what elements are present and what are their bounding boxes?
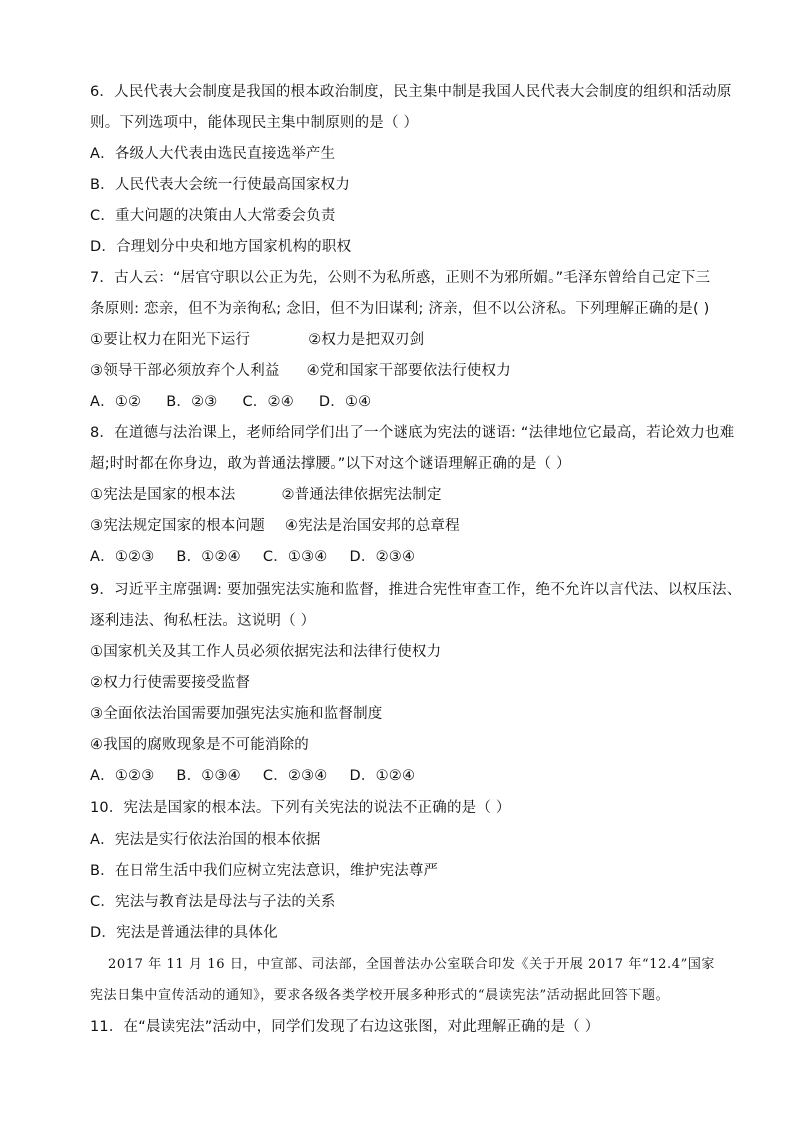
q7-choice-d: D．①④ [318, 394, 372, 410]
q8-choices [90, 547, 415, 567]
q8-choice-a: A．①②③ [90, 549, 155, 565]
q8-statement-row-2 [90, 516, 460, 536]
q6-option-b: B．人民代表大会统一行使最高国家权力 [90, 177, 351, 193]
q8-statement-3: ③宪法规定国家的根本问题 [90, 518, 265, 534]
q10-option-c: C．宪法与教育法是母法与子法的关系 [90, 894, 336, 910]
q9-choice-b: B．①③④ [176, 768, 241, 784]
q8-choice-d: D．②③④ [349, 549, 416, 565]
q7-statement-2: ②权力是把双刃剑 [308, 332, 425, 348]
q8-statement-4: ④宪法是治国安邦的总章程 [284, 518, 460, 534]
q9-choice-c: C．②③④ [262, 768, 328, 784]
q9-stem-line-2: 逐利违法、徇私枉法。这说明（ ） [90, 613, 316, 629]
q7-choice-c: C．②④ [242, 394, 294, 410]
q7-statement-row-2 [90, 361, 511, 381]
q9-choice-a: A．①②③ [90, 768, 155, 784]
q9-statement-4: ④我国的腐败现象是不可能消除的 [90, 737, 309, 753]
q7-stem-line-1: 7．古人云：“居官守职以公正为先，公则不为私所惑，正则不为邪所媚。”毛泽东曾给自己定下三 [90, 270, 711, 286]
q8-choice-b: B．①②④ [176, 549, 241, 565]
q6-option-d: D．合理划分中央和地方国家机构的职权 [90, 239, 352, 255]
q9-stem-line-1: 9．习近平主席强调: 要加强宪法实施和监督，推进合宪性审查工作，绝不允许以言代法、以权压法、 [90, 582, 742, 598]
q10-stem: 10．宪法是国家的根本法。下列有关宪法的说法不正确的是（ ） [90, 800, 511, 816]
q8-statement-2: ②普通法律依据宪法制定 [281, 487, 442, 503]
q8-stem-line-1: 8．在道德与法治课上，老师给同学们出了一个谜底为宪法的谜语: “法律地位它最高，若论效力也难 [90, 425, 735, 441]
q9-statement-2: ②权力行使需要接受监督 [90, 675, 251, 691]
q7-statement-4: ④党和国家干部要依法行使权力 [306, 363, 511, 379]
material-line-1: 2017 年 11 月 16 日，中宣部、司法部，全国普法办公室联合印发《关于开展 2017 年“12.4”国家 [108, 957, 716, 972]
q9-choice-d: D．①②④ [349, 768, 416, 784]
q8-choice-c: C．①③④ [262, 549, 328, 565]
q6-option-c: C．重大问题的决策由人大常委会负责 [90, 208, 336, 224]
q6-stem-line-2: 则。下列选项中，能体现民主集中制原则的是（ ） [90, 115, 419, 131]
q8-statement-row-1 [90, 485, 442, 505]
q7-choice-b: B．②③ [166, 394, 218, 410]
q6-stem-line-1: 6．人民代表大会制度是我国的根本政治制度，民主集中制是我国人民代表大会制度的组织和活动原 [90, 84, 732, 100]
q7-statement-1: ①要让权力在阳光下运行 [90, 332, 251, 348]
q10-option-b: B．在日常生活中我们应树立宪法意识，维护宪法尊严 [90, 863, 439, 879]
q7-statement-row-1 [90, 330, 424, 350]
q7-choice-a: A．①② [90, 394, 142, 410]
q7-statement-3: ③领导干部必须放弃个人利益 [90, 363, 280, 379]
q9-statement-3: ③全面依法治国需要加强宪法实施和监督制度 [90, 706, 383, 722]
q9-choices [90, 766, 415, 786]
q7-choices [90, 392, 371, 412]
q10-option-d: D．宪法是普通法律的具体化 [90, 925, 278, 941]
q11-stem: 11．在“晨读宪法”活动中，同学们发现了右边这张图，对此理解正确的是（ ） [90, 1019, 600, 1035]
q9-statement-1: ①国家机关及其工作人员必须依据宪法和法律行使权力 [90, 644, 442, 660]
material-line-2: 宪法日集中宣传活动的通知》，要求各级各类学校开展多种形式的“晨读宪法”活动据此回答下题。 [90, 988, 670, 1003]
q10-option-a: A．宪法是实行依法治国的根本依据 [90, 832, 321, 848]
q8-statement-1: ①宪法是国家的根本法 [90, 487, 236, 503]
q6-option-a: A．各级人大代表由选民直接选举产生 [90, 146, 336, 162]
q7-stem-line-2: 条原则: 恋亲，但不为亲徇私; 念旧，但不为旧谋利; 济亲，但不以公济私。下列理解正确的是( ) [90, 301, 710, 317]
q8-stem-line-2: 超;时时都在你身边，敢为普通法撑腰。”以下对这个谜语理解正确的是（ ） [90, 456, 571, 472]
